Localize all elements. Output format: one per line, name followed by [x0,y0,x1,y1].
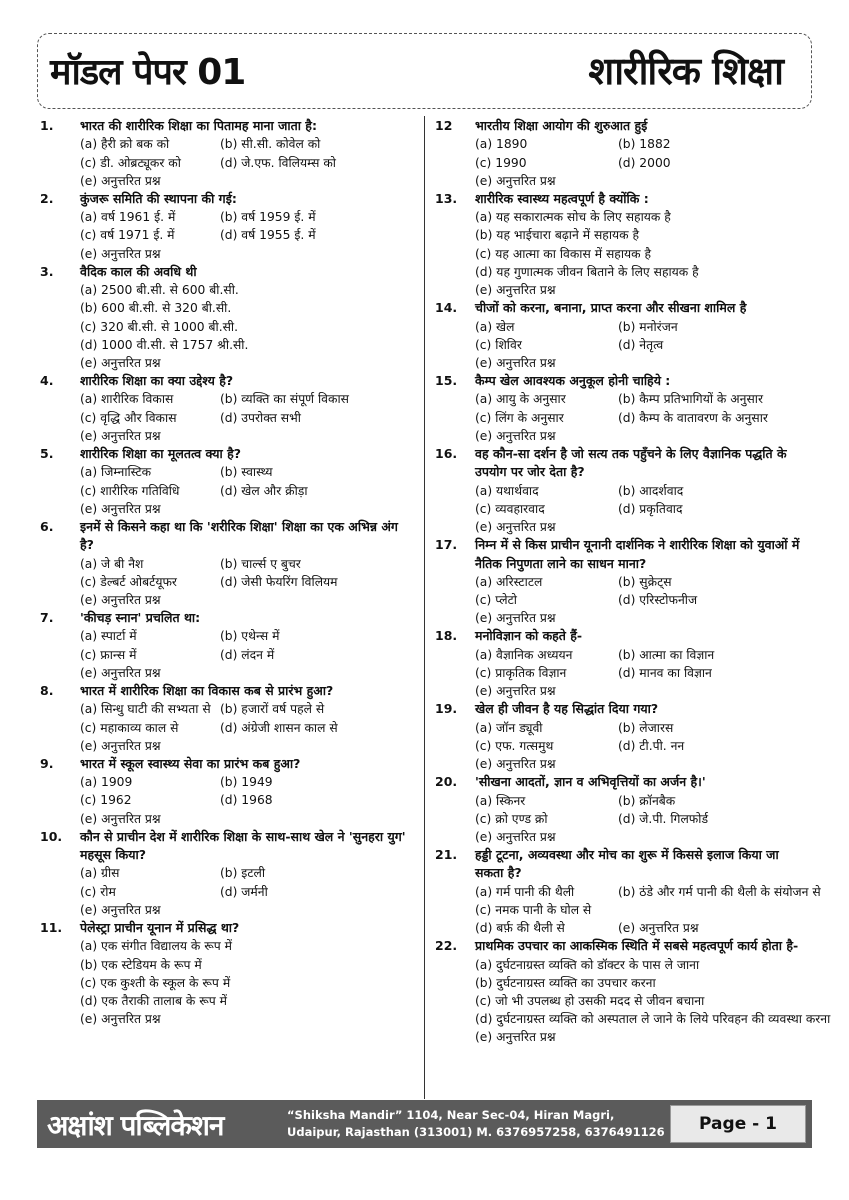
answer-option: (a) यह सकारात्मक सोच के लिए सहायक है [475,210,671,225]
options [435,208,807,299]
options [435,719,807,774]
answer-option: (d) जे.एफ. विलियम्स को [220,155,336,170]
answer-option: (c) यह आत्मा का विकास में सहायक है [475,246,652,261]
question-block [40,445,412,518]
option-row [80,390,412,408]
question-block [435,536,807,627]
options [435,646,807,701]
answer-option: (e) अनुत्तरित प्रश्न [475,520,556,535]
option-row [475,409,807,427]
answer-option: (c) प्लेटो [475,593,517,608]
question-block [40,682,412,755]
question-block [435,190,807,299]
option-row [80,664,412,682]
answer-option: (a) वैज्ञानिक अध्ययन [475,647,573,662]
option-row [475,992,807,1010]
answer-option: (e) अनुत्तरित प्रश्न [475,684,556,699]
answer-option: (d) खेल और क्रीड़ा [220,483,308,498]
question-number: 20. [435,774,458,790]
answer-option: (e) अनुत्तरित प्रश्न [475,283,556,298]
option-row [475,682,807,700]
answer-option: (d) एरिस्टोफनीज [618,593,698,608]
answer-option: (d) अंग्रेजी शासन काल से [220,720,338,735]
answer-option: (e) अनुत्तरित प्रश्न [80,355,161,370]
question-block [40,609,412,682]
option-row [475,646,807,664]
answer-option: (b) ठंडे और गर्म पानी की थैली के संयोजन से [618,884,821,899]
option-row [475,281,807,299]
question-block [435,937,831,1046]
question-block [40,755,412,828]
answer-option: (b) एथेन्स में [220,629,280,644]
option-row [475,828,807,846]
option-row [80,737,412,755]
options [435,135,807,190]
option-row [475,755,807,773]
question-text: भारतीय शिक्षा आयोग की शुरुआत हुई [475,118,648,133]
question-text: कौन से प्राचीन देश में शारीरिक शिक्षा के साथ-साथ खेल ने 'सुनहरा युग' महसूस किया? [80,828,406,863]
answer-option: (e) अनुत्तरित प्रश्न [80,738,161,753]
answer-option: (e) अनुत्तरित प्रश्न [475,173,556,188]
answer-option: (a) हैरी क्रो बक को [80,137,170,152]
option-row [475,591,807,609]
answer-option: (e) अनुत्तरित प्रश्न [80,173,161,188]
question-number: 22. [435,938,458,954]
options [40,135,412,190]
option-row [80,427,412,445]
option-row [80,627,412,645]
answer-option: (b) दुर्घटनाग्रस्त व्यक्ति का उपचार करना [475,975,656,990]
right-question-column [435,117,831,1047]
answer-option: (c) नमक पानी के घोल से [475,902,592,917]
question-number: 17. [435,537,458,553]
address-line: Udaipur, Rajasthan (313001) M. 6376957258, 6376491126 [287,1125,665,1139]
options [435,482,807,537]
options [40,390,412,445]
answer-option: (a) एक संगीत विद्यालय के रूप में [80,939,233,954]
option-row [80,135,412,153]
question-block [435,117,807,190]
answer-option: (a) जॉन ड्यूवी [475,720,543,735]
options [40,627,412,682]
option-row [80,482,412,500]
answer-option: (a) ग्रीस [80,866,120,881]
answer-option: (c) वर्ष 1971 ई. में [80,228,175,243]
answer-option: (b) क्रॉनबैक [618,793,676,808]
answer-option: (c) महाकाव्य काल से [80,720,179,735]
question-block [435,299,807,372]
option-row [475,263,807,281]
answer-option: (d) 1968 [220,793,273,808]
answer-option: (e) अनुत्तरित प्रश्न [80,902,161,917]
answer-option: (e) अनुत्तरित प्रश्न [475,1030,556,1045]
question-block [40,263,412,372]
option-row [475,154,807,172]
question-block [40,828,412,919]
option-row [80,719,412,737]
option-row [475,208,807,226]
options [435,883,821,938]
question-block [435,700,807,773]
answer-option: (d) प्रकृतिवाद [618,501,683,516]
question-block [40,190,412,263]
column-divider [424,116,425,1099]
option-row [475,883,821,901]
answer-option: (a) शारीरिक विकास [80,392,174,407]
question-text: इनमें से किसने कहा था कि 'शरीरिक शिक्षा' शिक्षा का एक अभिन्न अंग है? [80,518,398,553]
answer-option: (a) दुर्घटनाग्रस्त व्यक्ति को डॉक्टर के पास ले जाना [475,957,700,972]
option-row [80,883,412,901]
question-number: 19. [435,701,458,717]
options [435,318,807,373]
answer-option: (d) 1000 वी.सी. से 1757 श्री.सी. [80,337,249,352]
answer-option: (a) स्किनर [475,793,526,808]
answer-option: (b) हजारों वर्ष पहले से [220,702,325,717]
option-row [80,336,412,354]
answer-option: (b) लेजारस [618,720,674,735]
question-text: पेलेस्ट्रा प्राचीन यूनान में प्रसिद्ध था? [80,920,240,936]
answer-option: (c) वृद्धि और विकास [80,410,177,425]
answer-option: (c) डी. ओब्रट्यूकर को [80,155,181,170]
option-row [475,737,807,755]
answer-option: (d) जे.पी. गिलफोर्ड [618,811,709,826]
answer-option: (c) 320 बी.सी. से 1000 बी.सी. [80,319,239,334]
question-text: भारत में शारीरिक शिक्षा का विकास कब से प्रारंभ हुआ? [80,683,334,699]
option-row [475,1010,831,1028]
page-header [37,33,812,109]
option-row [80,245,412,263]
option-row [475,354,807,372]
answer-option: (b) चार्ल्स ए बुचर [220,556,301,571]
answer-option: (d) उपरोक्त सभी [220,410,301,425]
answer-option: (e) अनुत्तरित प्रश्न [80,501,161,516]
question-block [40,518,412,609]
answer-option: (a) वर्ष 1961 ई. में [80,210,176,225]
answer-option: (c) जो भी उपलब्ध हो उसकी मदद से जीवन बचाना [475,994,705,1009]
question-block [435,372,807,445]
answer-option: (b) मनोरंजन [618,319,678,334]
question-text: शारीरिक शिक्षा का क्या उद्देश्य है? [80,373,234,389]
option-row [475,956,807,974]
answer-option: (d) वर्ष 1955 ई. में [220,228,316,243]
question-number: 18. [435,628,458,644]
answer-option: (e) अनुत्तरित प्रश्न [475,829,556,844]
answer-option: (d) जेसी फेयरिंग विलियम [220,574,338,589]
answer-option: (e) अनुत्तरित प्रश्न [618,921,699,936]
question-number: 11. [40,920,63,936]
option-row [475,664,807,682]
question-text: चीजों को करना, बनाना, प्राप्त करना और सीखना शामिल है [475,300,747,316]
option-row [80,500,412,518]
question-number: 5. [40,446,54,462]
answer-option: (b) 1949 [220,775,273,790]
answer-option: (a) अरिस्टाटल [475,574,543,589]
option-row [80,591,412,609]
question-text: भारत में स्कूल स्वास्थ्य सेवा का प्रारंभ कब हुआ? [80,755,301,771]
question-number: 2. [40,190,54,206]
options [435,956,831,1047]
option-row [475,901,807,919]
question-text: कुंजरू समिति की स्थापना की गई: [80,190,237,206]
option-row [475,500,807,518]
question-text: मनोविज्ञान को कहते हैं- [475,628,583,644]
answer-option: (e) अनुत्तरित प्रश्न [475,611,556,626]
answer-option: (b) 600 बी.सी. से 320 बी.सी. [80,301,232,316]
option-row [475,1028,807,1046]
publisher-address [287,1107,665,1141]
answer-option: (d) लंदन में [220,647,275,662]
option-row [80,318,412,336]
option-row [475,336,807,354]
options [40,700,412,755]
option-row [475,245,807,263]
option-row [475,792,807,810]
publisher-brand: अक्षांश पब्लिकेशन [47,1109,224,1142]
option-row [475,427,807,445]
page-footer [37,1100,812,1148]
option-row [80,646,412,664]
answer-option: (d) जर्मनी [220,884,268,899]
question-block [40,919,412,1028]
subject-title: शारीरिक शिक्षा [588,49,783,93]
answer-option: (d) 2000 [618,155,671,170]
answer-option: (a) यथार्थवाद [475,483,539,498]
question-block [435,445,807,536]
answer-option: (b) सुक्रेट्स [618,574,672,589]
question-text: वह कौन-सा दर्शन है जो सत्य तक पहुँचने के लिए वैज्ञानिक पद्धति के उपयोग पर जोर देता है? [475,446,787,480]
answer-option: (d) एक तैराकी तालाब के रूप में [80,993,228,1008]
answer-option: (a) सिन्धु घाटी की सभ्यता से [80,702,211,717]
option-row [80,208,412,226]
option-row [475,974,807,992]
question-text: खेल ही जीवन है यह सिद्धांत दिया गया? [475,701,659,717]
question-block [435,846,821,937]
answer-option: (d) यह गुणात्मक जीवन बिताने के लिए सहायक है [475,264,699,279]
option-row [475,573,807,591]
answer-option: (e) अनुत्तरित प्रश्न [80,428,161,443]
answer-option: (e) अनुत्तरित प्रश्न [80,811,161,826]
option-row [80,226,412,244]
option-row [475,719,807,737]
page-number: Page - 1 [670,1105,806,1143]
answer-option: (d) दुर्घटनाग्रस्त व्यक्ति को अस्पताल ले जाने के लिये परिवहन की व्यवस्था करना [475,1012,831,1027]
answer-option: (a) 2500 बी.सी. से 600 बी.सी. [80,283,239,298]
answer-option: (b) सी.सी. कोवेल को [220,137,321,152]
option-row [80,791,412,809]
answer-option: (b) 1882 [618,137,671,152]
answer-option: (b) यह भाईचारा बढ़ाने में सहायक है [475,228,640,243]
option-row [80,992,412,1010]
answer-option: (c) डेल्बर्ट ओबर्टयूफर [80,574,177,589]
option-row [80,937,412,955]
answer-option: (a) जे बी नैश [80,556,144,571]
answer-option: (c) 1962 [80,793,132,808]
option-row [80,299,412,317]
options [40,864,412,919]
question-block [40,117,412,190]
option-row [475,609,807,627]
question-number: 21. [435,847,458,863]
answer-option: (b) स्वास्थ्य [220,465,273,480]
question-text: शारीरिक शिक्षा का मूलतत्व क्या है? [80,446,241,462]
options [40,281,412,372]
option-row [80,810,412,828]
paper-title: मॉडल पेपर 01 [50,52,246,93]
answer-option: (a) जिम्नास्टिक [80,465,152,480]
question-number: 13. [435,190,458,206]
option-row [80,281,412,299]
options [435,573,807,628]
question-number: 8. [40,683,54,699]
question-number: 14. [435,300,458,316]
answer-option: (b) व्यक्ति का संपूर्ण विकास [220,392,349,407]
answer-option: (d) नेतृत्व [618,337,664,352]
answer-option: (c) लिंग के अनुसार [475,410,564,425]
question-text: भारत की शारीरिक शिक्षा का पितामह माना जाता है: [80,118,317,133]
option-row [475,318,807,336]
left-question-column [40,117,412,1028]
option-row [80,409,412,427]
question-text: शारीरिक स्वास्थ्य महत्वपूर्ण है क्योंकि : [475,190,649,206]
answer-option: (a) स्पार्टा में [80,629,137,644]
answer-option: (c) फ्रान्स में [80,647,137,662]
question-number: 1. [40,118,54,133]
answer-option: (a) गर्म पानी की थैली [475,884,575,899]
option-row [80,573,412,591]
answer-option: (b) आत्मा का विज्ञान [618,647,715,662]
options [40,937,412,1028]
option-row [80,901,412,919]
answer-option: (b) एक स्टेडियम के रूप में [80,957,202,972]
question-number: 7. [40,610,54,626]
answer-option: (a) खेल [475,319,515,334]
answer-option: (d) कैम्प के वातावरण के अनुसार [618,410,768,425]
question-number: 4. [40,373,54,389]
answer-option: (c) व्यवहारवाद [475,501,545,516]
answer-option: (c) प्राकृतिक विज्ञान [475,665,567,680]
answer-option: (c) 1990 [475,155,527,170]
option-row [475,919,807,937]
question-block [40,372,412,445]
answer-option: (a) 1890 [475,137,528,152]
answer-option: (e) अनुत्तरित प्रश्न [80,665,161,680]
question-number: 12 [435,118,453,133]
question-block [435,773,807,846]
answer-option: (b) वर्ष 1959 ई. में [220,210,316,225]
answer-option: (b) इटली [220,866,266,881]
option-row [475,172,807,190]
options [435,792,807,847]
options [435,390,807,445]
question-text: कैम्प खेल आवश्यक अनुकूल होनी चाहिये : [475,373,671,389]
answer-option: (e) अनुत्तरित प्रश्न [80,246,161,261]
answer-option: (a) आयु के अनुसार [475,392,566,407]
answer-option: (d) बर्फ़ की थैली से [475,921,565,936]
option-row [475,390,807,408]
answer-option: (c) एफ. गत्समुथ [475,738,554,753]
option-row [80,974,412,992]
answer-option: (e) अनुत्तरित प्रश्न [475,355,556,370]
option-row [475,226,807,244]
question-number: 15. [435,373,458,389]
question-text: 'कीचड़ स्नान' प्रचलित था: [80,610,201,626]
question-number: 10. [40,828,63,844]
option-row [80,864,412,882]
answer-option: (c) क्रो एण्ड क्रो [475,811,548,826]
answer-option: (c) शिविर [475,337,522,352]
answer-option: (b) आदर्शवाद [618,483,684,498]
option-row [80,700,412,718]
answer-option: (e) अनुत्तरित प्रश्न [475,428,556,443]
question-block [435,627,807,700]
answer-option: (b) कैम्प प्रतिभागियों के अनुसार [618,392,764,407]
option-row [475,810,807,828]
question-number: 9. [40,755,54,771]
question-text: प्राथमिक उपचार का आकस्मिक स्थिति में सबसे महत्वपूर्ण कार्य होता है- [475,938,799,954]
answer-option: (d) मानव का विज्ञान [618,665,712,680]
question-text: निम्न में से किस प्राचीन यूनानी दार्शनिक ने शारीरिक शिक्षा को युवाओं में नैतिक निपुणता लाने का साधन माना? [475,537,800,571]
options [40,208,412,263]
question-number: 6. [40,518,54,534]
option-row [80,172,412,190]
option-row [80,1010,412,1028]
address-line: “Shiksha Mandir” 1104, Near Sec-04, Hiran Magri, [287,1108,615,1122]
question-number: 16. [435,446,458,462]
options [40,555,412,610]
answer-option: (d) टी.पी. नन [618,738,685,753]
answer-option: (e) अनुत्तरित प्रश्न [475,757,556,772]
option-row [475,135,807,153]
answer-option: (e) अनुत्तरित प्रश्न [80,592,161,607]
answer-option: (c) शारीरिक गतिविधि [80,483,180,498]
option-row [80,354,412,372]
option-row [475,518,807,536]
question-text: 'सीखना आदतों, ज्ञान व अभिवृत्तियों का अर्जन है।' [475,774,706,790]
answer-option: (c) रोम [80,884,116,899]
question-text: हड्डी टूटना, अव्यवस्था और मोच का शुरू में किससे इलाज किया जा सकता है? [475,847,779,881]
answer-option: (e) अनुत्तरित प्रश्न [80,1012,161,1027]
option-row [80,773,412,791]
option-row [80,154,412,172]
question-number: 3. [40,263,54,279]
option-row [475,482,807,500]
answer-option: (c) एक कुश्ती के स्कूल के रूप में [80,975,231,990]
answer-option: (a) 1909 [80,775,133,790]
options [40,773,412,828]
options [40,463,412,518]
option-row [80,956,412,974]
question-text: वैदिक काल की अवधि थी [80,263,197,279]
option-row [80,463,412,481]
option-row [80,555,412,573]
